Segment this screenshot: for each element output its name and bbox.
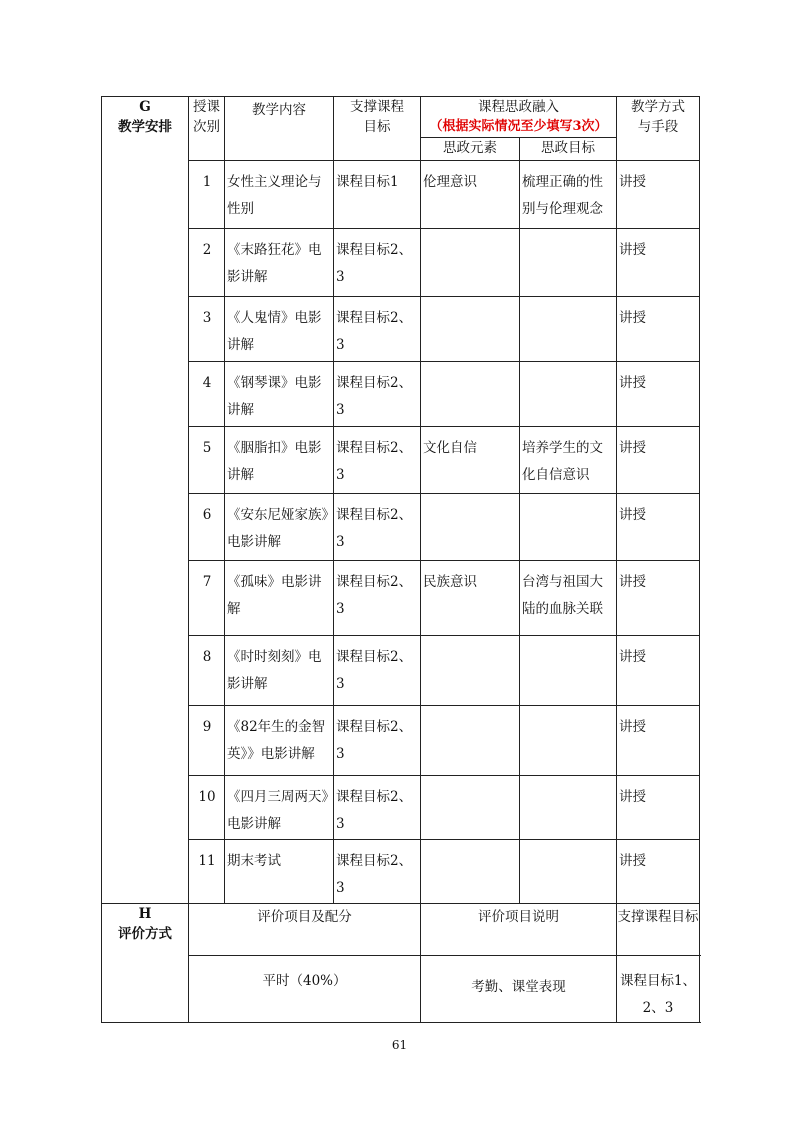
row-method xyxy=(617,362,700,427)
row-index-text: 5 xyxy=(202,440,212,456)
schedule-row xyxy=(102,161,700,229)
row-objective-text: 课程目标2、3 xyxy=(336,440,413,483)
row-method-text: 讲授 xyxy=(619,649,647,665)
row-content-text: 《人鬼情》电影讲解 xyxy=(227,310,322,353)
row-method-text: 讲授 xyxy=(619,310,647,326)
row-ideology-element xyxy=(421,636,520,706)
row-index xyxy=(189,706,225,776)
row-objective xyxy=(334,706,421,776)
row-index-text: 8 xyxy=(202,649,212,665)
row-objective-text: 课程目标2、3 xyxy=(336,507,413,550)
row-objective-text: 课程目标2、3 xyxy=(336,719,413,762)
header-row-1 xyxy=(102,97,700,138)
row-content-text: 《末路狂花》电影讲解 xyxy=(227,242,322,285)
row-ideology-element xyxy=(421,840,520,904)
row-content-text: 《胭脂扣》电影讲解 xyxy=(227,440,322,483)
row-index-text: 3 xyxy=(202,310,212,326)
row-content-text: 《钢琴课》电影讲解 xyxy=(227,375,322,418)
row-method xyxy=(617,161,700,229)
row-content xyxy=(225,636,334,706)
schedule-row xyxy=(102,229,700,297)
row-ideology-goal xyxy=(520,427,617,494)
eval-item: 平时（40%） xyxy=(189,956,421,1023)
schedule-row xyxy=(102,362,700,427)
section-h-letter: H xyxy=(138,906,152,922)
row-content xyxy=(225,706,334,776)
header-method: 教学方式 与手段 xyxy=(617,97,700,161)
row-objective-text: 课程目标2、3 xyxy=(336,375,413,418)
row-method xyxy=(617,427,700,494)
row-index-text: 4 xyxy=(202,375,212,391)
row-method xyxy=(617,561,700,636)
header-objective: 支撑课程 目标 xyxy=(334,97,421,161)
row-index-text: 2 xyxy=(202,242,212,258)
row-index xyxy=(189,561,225,636)
section-h-heading xyxy=(102,904,189,1023)
row-ideology-element xyxy=(421,706,520,776)
row-ideology-goal-text: 台湾与祖国大陆的血脉关联 xyxy=(522,574,603,617)
row-objective xyxy=(334,561,421,636)
row-method-text: 讲授 xyxy=(619,507,647,523)
row-method xyxy=(617,297,700,362)
row-ideology-goal xyxy=(520,706,617,776)
row-objective-text: 课程目标2、3 xyxy=(336,310,413,353)
section-g-heading xyxy=(102,97,189,904)
row-objective xyxy=(334,636,421,706)
row-objective xyxy=(334,494,421,561)
schedule-row xyxy=(102,297,700,362)
row-objective xyxy=(334,362,421,427)
row-index xyxy=(189,494,225,561)
row-method-text: 讲授 xyxy=(619,174,647,190)
row-index-text: 10 xyxy=(198,789,216,805)
page-number: 61 xyxy=(391,1038,408,1052)
section-h-title: 评价方式 xyxy=(118,926,172,942)
row-ideology-goal-text: 培养学生的文化自信意识 xyxy=(522,440,603,483)
row-content xyxy=(225,561,334,636)
schedule-row xyxy=(102,776,700,840)
row-index-text: 7 xyxy=(202,574,212,590)
row-method xyxy=(617,494,700,561)
row-content xyxy=(225,362,334,427)
row-ideology-element-text: 民族意识 xyxy=(423,574,477,590)
row-objective xyxy=(334,427,421,494)
evaluation-row xyxy=(102,956,700,1023)
row-index xyxy=(189,427,225,494)
row-ideology-element xyxy=(421,494,520,561)
row-objective xyxy=(334,840,421,904)
row-method xyxy=(617,706,700,776)
row-content-text: 《四月三周两天》电影讲解 xyxy=(227,789,329,832)
row-ideology-goal xyxy=(520,297,617,362)
row-objective xyxy=(334,297,421,362)
row-content-text: 期末考试 xyxy=(227,853,281,869)
row-method xyxy=(617,636,700,706)
schedule-row xyxy=(102,840,700,904)
eval-col-target-header: 支撑课程目标 xyxy=(617,904,700,956)
row-index-text: 1 xyxy=(202,174,212,190)
header-ideology-note: （根据实际情况至少填写3次） xyxy=(429,119,608,134)
row-objective xyxy=(334,229,421,297)
schedule-row xyxy=(102,494,700,561)
row-index xyxy=(189,636,225,706)
row-ideology-goal xyxy=(520,840,617,904)
row-objective xyxy=(334,161,421,229)
header-goal: 思政目标 xyxy=(520,138,617,161)
row-index xyxy=(189,776,225,840)
row-ideology-element xyxy=(421,161,520,229)
schedule-row xyxy=(102,427,700,494)
eval-target: 课程目标1、2、3 xyxy=(617,956,700,1023)
row-objective-text: 课程目标2、3 xyxy=(336,242,413,285)
row-ideology-element xyxy=(421,362,520,427)
row-content xyxy=(225,229,334,297)
eval-desc: 考勤、课堂表现 xyxy=(421,956,617,1023)
row-content xyxy=(225,494,334,561)
evaluation-header-row xyxy=(102,904,700,956)
row-index-text: 9 xyxy=(202,719,212,735)
row-content-text: 《时时刻刻》电影讲解 xyxy=(227,649,322,692)
row-content xyxy=(225,297,334,362)
header-content: 教学内容 xyxy=(225,97,334,161)
row-content xyxy=(225,776,334,840)
row-objective-text: 课程目标2、3 xyxy=(336,649,413,692)
schedule-row xyxy=(102,706,700,776)
eval-col-desc-header: 评价项目说明 xyxy=(421,904,617,956)
section-g-title: 教学安排 xyxy=(118,119,172,135)
row-ideology-goal xyxy=(520,636,617,706)
row-index xyxy=(189,161,225,229)
row-index xyxy=(189,840,225,904)
row-ideology-element xyxy=(421,229,520,297)
row-method-text: 讲授 xyxy=(619,789,647,805)
row-index xyxy=(189,229,225,297)
row-method xyxy=(617,776,700,840)
eval-col-item-header: 评价项目及配分 xyxy=(189,904,421,956)
row-objective-text: 课程目标2、3 xyxy=(336,574,413,617)
row-content xyxy=(225,427,334,494)
row-method xyxy=(617,840,700,904)
row-objective-text: 课程目标1 xyxy=(336,174,399,190)
row-objective-text: 课程目标2、3 xyxy=(336,853,413,896)
section-g-letter: G xyxy=(139,99,151,115)
row-objective-text: 课程目标2、3 xyxy=(336,789,413,832)
row-content-text: 女性主义理论与性别 xyxy=(227,174,322,217)
row-ideology-goal xyxy=(520,362,617,427)
row-content-text: 《安东尼娅家族》电影讲解 xyxy=(227,507,329,550)
row-objective xyxy=(334,776,421,840)
row-ideology-goal-text: 梳理正确的性别与伦理观念 xyxy=(522,174,603,217)
row-content xyxy=(225,840,334,904)
row-method-text: 讲授 xyxy=(619,242,647,258)
row-ideology-element-text: 文化自信 xyxy=(423,440,477,456)
header-ideology: 课程思政融入 （根据实际情况至少填写3次） xyxy=(421,97,617,138)
row-index-text: 6 xyxy=(202,507,212,523)
header-element: 思政元素 xyxy=(421,138,520,161)
row-method-text: 讲授 xyxy=(619,853,647,869)
row-content xyxy=(225,161,334,229)
row-index xyxy=(189,362,225,427)
header-index: 授课 次别 xyxy=(189,97,225,161)
row-ideology-goal xyxy=(520,561,617,636)
schedule-row xyxy=(102,561,700,636)
row-ideology-goal xyxy=(520,776,617,840)
row-content-text: 《82年生的金智英》》电影讲解 xyxy=(227,719,326,762)
course-schedule-table xyxy=(101,96,700,1023)
row-ideology-goal xyxy=(520,161,617,229)
row-method-text: 讲授 xyxy=(619,719,647,735)
row-method-text: 讲授 xyxy=(619,440,647,456)
row-index xyxy=(189,297,225,362)
row-ideology-element xyxy=(421,427,520,494)
row-ideology-element xyxy=(421,776,520,840)
row-method-text: 讲授 xyxy=(619,375,647,391)
row-ideology-element xyxy=(421,561,520,636)
row-ideology-goal xyxy=(520,229,617,297)
row-ideology-element xyxy=(421,297,520,362)
row-ideology-goal xyxy=(520,494,617,561)
row-content-text: 《孤味》电影讲解 xyxy=(227,574,322,617)
row-ideology-element-text: 伦理意识 xyxy=(423,174,477,190)
schedule-row xyxy=(102,636,700,706)
row-index-text: 11 xyxy=(198,853,216,869)
row-method xyxy=(617,229,700,297)
row-method-text: 讲授 xyxy=(619,574,647,590)
